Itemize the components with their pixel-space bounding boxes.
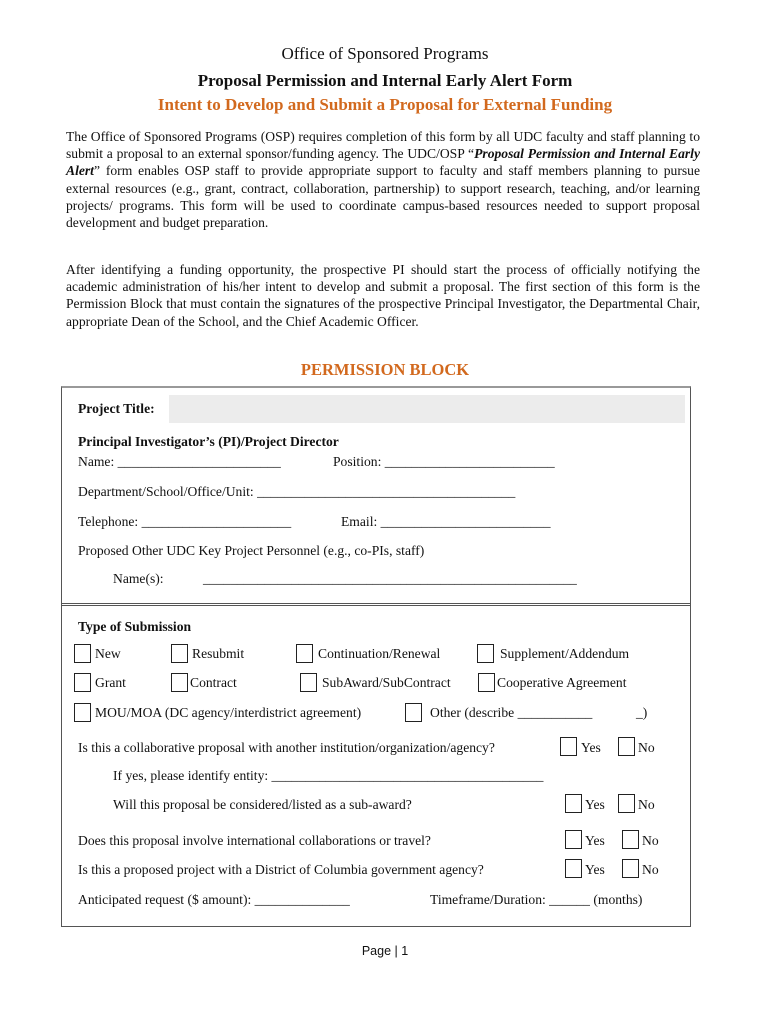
resubmit-checkbox[interactable] (171, 644, 188, 663)
pi-name-field[interactable]: Name: ________________________ (78, 454, 281, 469)
office-title: Office of Sponsored Programs (281, 44, 489, 63)
continuation-checkbox[interactable] (296, 644, 313, 663)
other-personnel-label: Proposed Other UDC Key Project Personnel (e.g., co-PIs, staff) (78, 543, 425, 558)
telephone-field[interactable]: Telephone: ______________________ (78, 514, 292, 529)
collab-no-label: No (638, 740, 655, 755)
resubmit-label: Resubmit (192, 646, 245, 661)
pi-heading: Principal Investigator’s (PI)/Project Director (78, 434, 339, 449)
contract-checkbox[interactable] (171, 673, 188, 692)
mou-checkbox[interactable] (74, 703, 91, 722)
other-label[interactable]: Other (describe ___________ (430, 705, 593, 720)
project-title-label: Project Title: (78, 401, 155, 416)
dc-agency-no-label: No (642, 862, 659, 877)
international-yes-checkbox[interactable] (565, 830, 582, 849)
new-checkbox[interactable] (74, 644, 91, 663)
international-no-checkbox[interactable] (622, 830, 639, 849)
intro-p1-text-b: ” form enables OSP staff to provide appropriate support to faculty and staff members planning to pursue external resources (e.g., grant, contract, collaboration, partnership) to support research, teaching, and/or learning projects/ programs. This form will be used to coordinate campus-based resources needed to support proposal development and budget preparation. (66, 163, 700, 231)
email-field[interactable]: Email: _________________________ (341, 514, 551, 529)
timeframe-field[interactable]: Timeframe/Duration: ______ (months) (430, 892, 643, 907)
mou-label: MOU/MOA (DC agency/interdistrict agreement) (95, 705, 362, 720)
new-label: New (95, 646, 121, 661)
other-checkbox[interactable] (405, 703, 422, 722)
intro-p1-text-a: The Office of Sponsored Programs (OSP) requires completion of this form by all UDC faculty and staff planning to submit a proposal to an external sponsor/funding agency. The UDC/OSP “ (66, 129, 700, 162)
dc-agency-no-checkbox[interactable] (622, 859, 639, 878)
intro-paragraph-1 (66, 128, 700, 231)
subaward-no-checkbox[interactable] (618, 794, 635, 813)
project-title-input[interactable] (169, 395, 685, 423)
anticipated-amount-field[interactable]: Anticipated request ($ amount): ______________ (78, 892, 350, 907)
subaward-yes-checkbox[interactable] (565, 794, 582, 813)
names-field[interactable]: _______________________________________________________ (203, 571, 577, 586)
grant-checkbox[interactable] (74, 673, 91, 692)
intro-paragraph-2: After identifying a funding opportunity, the prospective PI should start the process of officially notifying the academic administration of his/her intent to develop and submit a proposal. The first section of this form is the Permission Block that must contain the signatures of the prospective Principal Investigator, the Departmental Chair, appropriate Dean of the School, and the Chief Academic Officer. (66, 262, 700, 329)
grant-label: Grant (95, 675, 126, 690)
collab-question: Is this a collaborative proposal with another institution/organization/agency? (78, 740, 495, 755)
dc-agency-question: Is this a proposed project with a District of Columbia government agency? (78, 862, 484, 877)
international-question: Does this proposal involve international collaborations or travel? (78, 833, 431, 848)
supplement-label: Supplement/Addendum (500, 646, 630, 661)
cooperative-label: Cooperative Agreement (497, 675, 627, 690)
dc-agency-yes-label: Yes (585, 862, 605, 877)
page-number: Page | 1 (361, 944, 409, 958)
subaward-question: Will this proposal be considered/listed as a sub-award? (113, 797, 412, 812)
dc-agency-yes-checkbox[interactable] (565, 859, 582, 878)
subaward-checkbox[interactable] (300, 673, 317, 692)
subaward-yes-label: Yes (585, 797, 605, 812)
collab-no-checkbox[interactable] (618, 737, 635, 756)
subaward-label: SubAward/SubContract (322, 675, 451, 690)
identify-entity-field[interactable]: If yes, please identify entity: ________________________________________ (113, 768, 544, 783)
subaward-no-label: No (638, 797, 655, 812)
supplement-checkbox[interactable] (477, 644, 494, 663)
international-yes-label: Yes (585, 833, 605, 848)
pi-position-field[interactable]: Position: _________________________ (333, 454, 555, 469)
permission-block-heading: PERMISSION BLOCK (300, 360, 470, 379)
collab-yes-label: Yes (581, 740, 601, 755)
other-close-label: _) (636, 705, 648, 720)
names-label: Name(s): (113, 571, 164, 586)
continuation-label: Continuation/Renewal (318, 646, 441, 661)
form-subtitle: Intent to Develop and Submit a Proposal for External Funding (157, 95, 613, 114)
form-title: Proposal Permission and Internal Early Alert Form (197, 71, 573, 90)
department-field[interactable]: Department/School/Office/Unit: ______________________________________ (78, 484, 516, 499)
collab-yes-checkbox[interactable] (560, 737, 577, 756)
submission-heading: Type of Submission (78, 619, 192, 634)
contract-label: Contract (190, 675, 237, 690)
international-no-label: No (642, 833, 659, 848)
cooperative-checkbox[interactable] (478, 673, 495, 692)
intro-p1-emphasis: Proposal Permission and Internal Early Alert (66, 146, 700, 179)
